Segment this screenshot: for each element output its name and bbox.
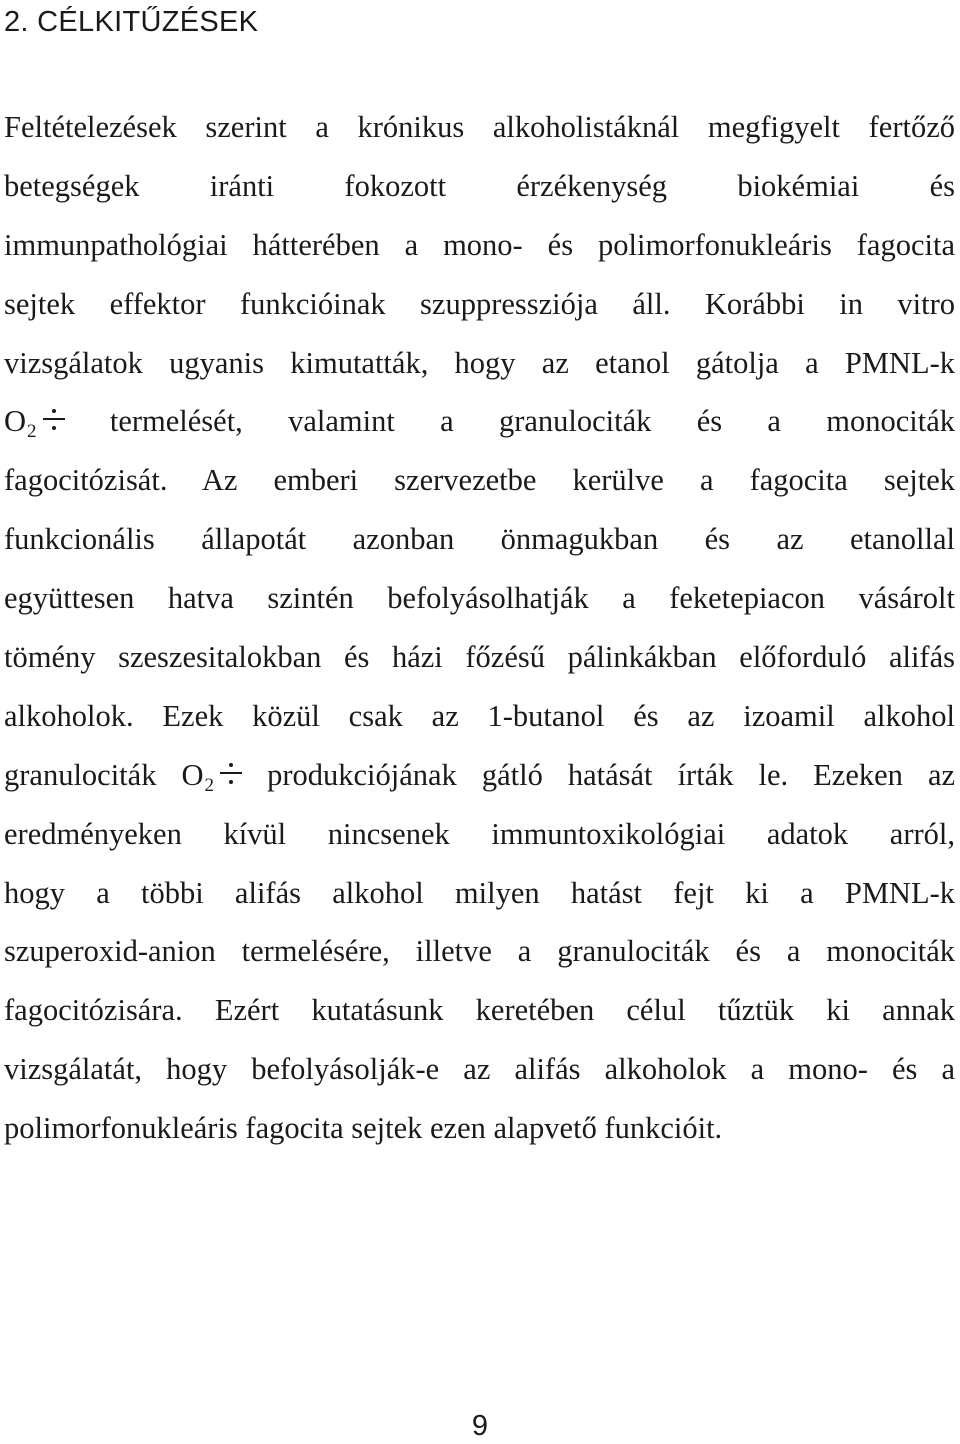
radical-anion-symbol — [220, 760, 242, 786]
section-heading: 2. CÉLKITŰZÉSEK — [4, 6, 259, 38]
radical-anion-symbol — [43, 406, 65, 432]
paragraph-line: tömény szeszesitalokban és házi főzésű pálinkákban előforduló alifás — [4, 640, 955, 675]
paragraph-line: betegségek iránti fokozott érzékenység biokémiai és — [4, 168, 955, 203]
paragraph-line: szuperoxid-anion termelésére, illetve a granulociták és a monociták — [4, 934, 955, 969]
paragraph-line: Feltételezések szerint a krónikus alkoholistáknál megfigyelt fertőző — [4, 110, 955, 144]
paragraph-line: sejtek effektor funkcióinak szuppressziója áll. Korábbi in vitro — [4, 286, 955, 321]
formula-base: O — [4, 404, 27, 439]
body-paragraph — [4, 98, 955, 1158]
paragraph-line: eredményeken kívül nincsenek immuntoxikológiai adatok arról, — [4, 816, 955, 851]
line-text: produkciójának gátló hatását írták le. Ezeken az — [267, 757, 956, 792]
page-number: 9 — [471, 1410, 489, 1442]
paragraph-line: fagocitózisát. Az emberi szervezetbe kerülve a fagocita sejtek — [4, 463, 955, 498]
paragraph-line: polimorfonukleáris fagocita sejtek ezen alapvető funkcióit. — [4, 1111, 723, 1146]
line-text: granulociták — [4, 757, 157, 792]
paragraph-line-with-formula — [4, 746, 955, 805]
paragraph-line: együttesen hatva szintén befolyásolhatják a feketepiacon vásárolt — [4, 581, 955, 616]
paragraph-line: hogy a többi alifás alkohol milyen hatást fejt ki a PMNL-k — [4, 875, 955, 910]
paragraph-line: vizsgálatát, hogy befolyásolják-e az alifás alkoholok a mono- és a — [4, 1052, 955, 1087]
formula-subscript: 2 — [27, 421, 37, 443]
paragraph-line: alkoholok. Ezek közül csak az 1-butanol és az izoamil alkohol — [4, 698, 955, 733]
formula-base: O — [181, 757, 204, 792]
paragraph-line: vizsgálatok ugyanis kimutatták, hogy az etanol gátolja a PMNL-k — [4, 345, 955, 380]
paragraph-line: funkcionális állapotát azonban önmagukban és az etanollal — [4, 522, 955, 557]
formula-subscript: 2 — [204, 774, 215, 796]
line-text: termelését, valamint a granulociták és a monociták — [109, 404, 955, 439]
paragraph-line: fagocitózisára. Ezért kutatásunk keretében célul tűztük ki annak — [4, 993, 955, 1028]
paragraph-line-with-formula — [4, 392, 955, 451]
paragraph-line: immunpathológiai hátterében a mono- és polimorfonukleáris fagocita — [4, 227, 955, 262]
